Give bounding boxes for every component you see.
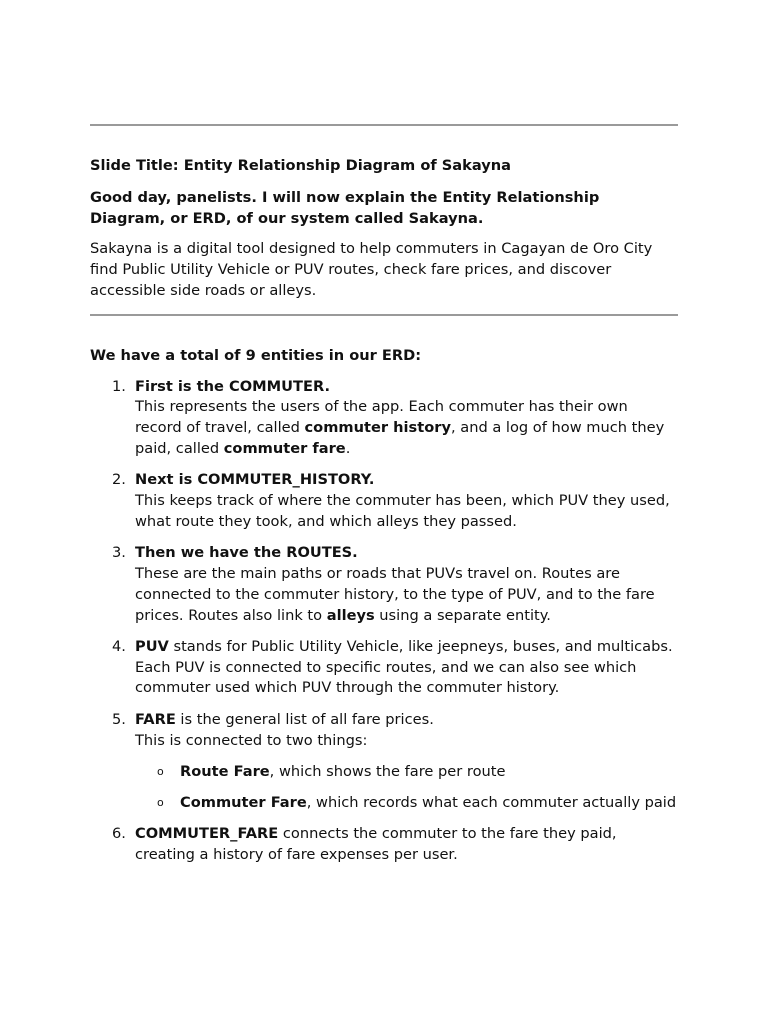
slide-title: Slide Title: Entity Relationship Diagram of Sakayna xyxy=(90,157,511,174)
list-item-commuter-history xyxy=(90,470,678,532)
list-number: 1. xyxy=(112,377,126,395)
list-number: 4. xyxy=(112,637,126,655)
item-text-continued: This is connected to two things: xyxy=(135,731,368,749)
item-text-continued: Each PUV is connected to specific routes, and we can also see which commuter used which PUV through the commuter history. xyxy=(135,658,637,697)
intro-bold-paragraph: Good day, panelists. I will now explain the Entity Relationship Diagram, or ERD, of our system called Sakayna. xyxy=(90,188,600,227)
item-text: This represents the users of the app. Each commuter has their own record of travel, called commuter history, and a log of how much they paid, called commuter fare. xyxy=(135,398,665,457)
item-text: FARE is the general list of all fare prices. xyxy=(135,710,434,728)
item-text: This keeps track of where the commuter has been, which PUV they used, what route they took, and which alleys they passed. xyxy=(135,492,670,530)
list-number: 2. xyxy=(112,471,126,489)
item-text: These are the main paths or roads that PUVs travel on. Routes are connected to the commuter history, to the type of PUV, and to the fare prices. Routes also link to alleys using a separate entity. xyxy=(135,564,655,624)
list-item-puv xyxy=(90,637,678,699)
bullet-icon: o xyxy=(157,796,164,810)
list-item-commuter xyxy=(90,377,678,460)
sub-item-route-fare: o Route Fare, which shows the fare per route xyxy=(135,762,678,783)
item-text: PUV stands for Public Utility Vehicle, like jeepneys, buses, and multicabs. xyxy=(135,637,673,655)
list-number: 5. xyxy=(112,710,126,728)
item-heading: Next is COMMUTER_HISTORY. xyxy=(135,471,375,489)
middle-divider xyxy=(90,314,678,316)
bullet-icon: o xyxy=(157,764,164,778)
top-divider xyxy=(90,124,678,126)
entity-list xyxy=(90,377,678,866)
item-heading: First is the COMMUTER. xyxy=(135,377,331,395)
sub-item-commuter-fare: o Commuter Fare, which records what each commuter actually paid xyxy=(135,793,678,814)
item-text: COMMUTER_FARE connects the commuter to the fare they paid, creating a history of fare expenses per user. xyxy=(135,825,617,864)
list-item-fare xyxy=(90,710,678,814)
entities-lead: We have a total of 9 entities in our ERD: xyxy=(90,346,422,364)
list-number: 3. xyxy=(112,544,126,562)
fare-sub-list xyxy=(135,762,678,814)
list-number: 6. xyxy=(112,825,126,843)
document-page xyxy=(90,124,678,877)
item-heading: Then we have the ROUTES. xyxy=(135,544,358,562)
list-item-routes xyxy=(90,543,678,626)
list-item-commuter-fare xyxy=(90,824,678,866)
intro-paragraph: Sakayna is a digital tool designed to help commuters in Cagayan de Oro City find Public Utility Vehicle or PUV routes, check fare prices, and discover accessible side roads or alleys. xyxy=(90,240,653,299)
